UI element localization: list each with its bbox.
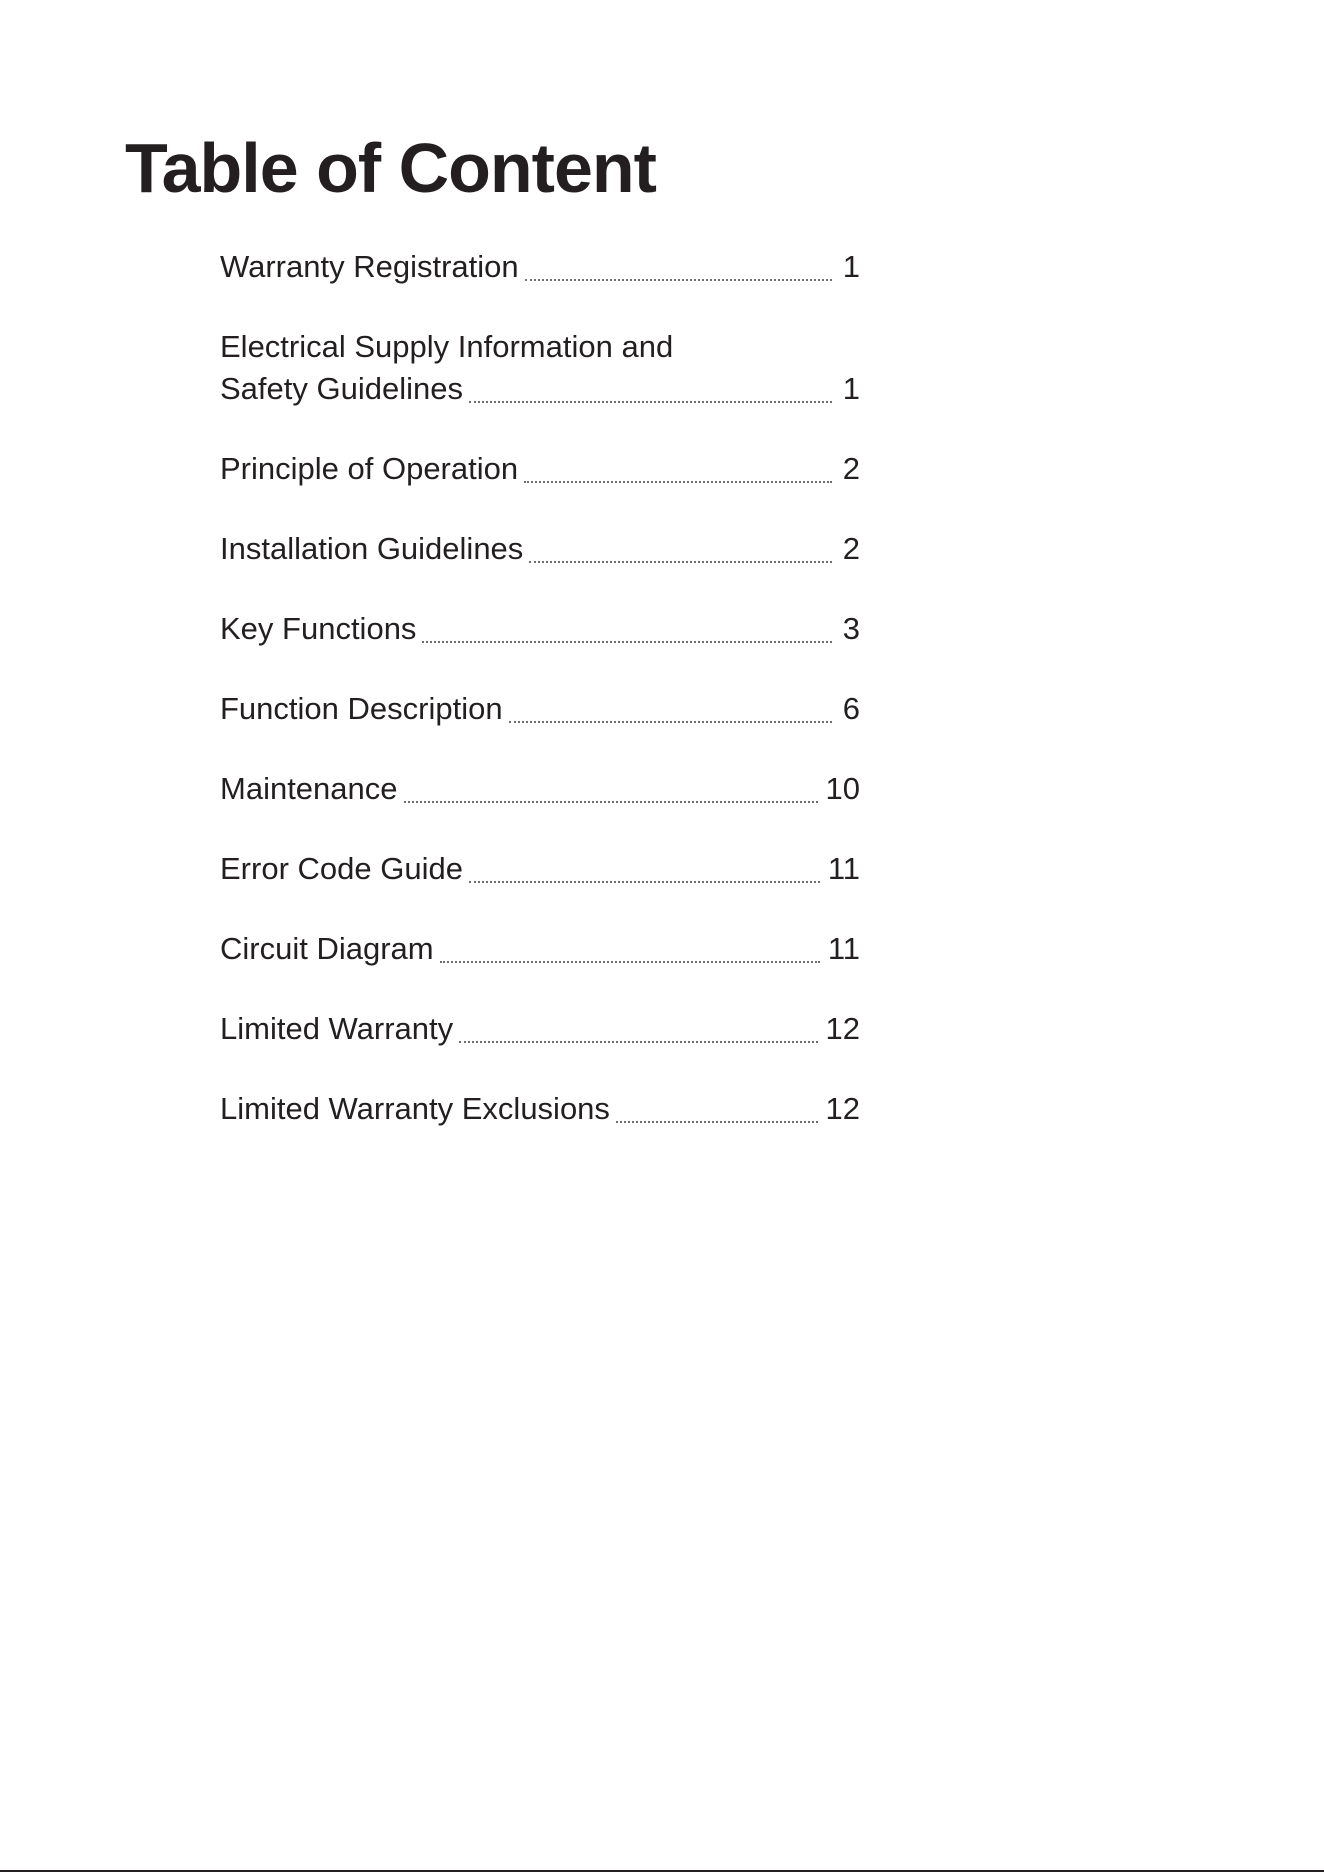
toc-line [220,608,860,650]
toc-line [220,246,860,288]
toc-line [220,768,860,810]
dot-leader [469,881,820,883]
toc-entry-circuit-diagram[interactable] [220,928,860,970]
dot-leader [469,401,832,403]
toc-line [220,368,860,410]
toc-entry-label: Error Code Guide [220,851,463,886]
toc-line [220,688,860,730]
toc-entry-function-description[interactable] [220,688,860,730]
toc-entry-limited-warranty-exclusions[interactable] [220,1088,860,1130]
toc-entry-label: Limited Warranty [220,1011,454,1046]
dot-leader [459,1041,817,1043]
dot-leader [525,279,832,281]
toc-entry-page-number: 12 [825,1011,860,1046]
toc-entry-page-number: 2 [842,451,860,486]
toc-entry-limited-warranty[interactable] [220,1008,860,1050]
dot-leader [440,961,820,963]
toc-line [220,848,860,890]
toc-entry-page-number: 2 [842,531,860,566]
toc-entry-page-number: 12 [825,1091,860,1126]
toc-entry-label: Limited Warranty Exclusions [220,1091,610,1126]
toc-line [220,928,860,970]
toc-entry-warranty-registration[interactable] [220,246,860,288]
toc-entry-installation-guidelines[interactable] [220,528,860,570]
toc-entry-label: Key Functions [220,611,417,646]
toc-entry-page-number: 3 [842,611,860,646]
toc-entry-principle-of-operation[interactable] [220,448,860,490]
toc-entry-error-code-guide[interactable] [220,848,860,890]
dot-leader [529,561,832,563]
toc-line [220,1088,860,1130]
dot-leader [404,801,818,803]
toc-entry-label: Warranty Registration [220,249,519,284]
dot-leader [422,641,832,643]
toc-entry-page-number: 1 [842,249,860,284]
toc-entry-page-number: 1 [842,371,860,406]
toc-entry-maintenance[interactable] [220,768,860,810]
toc-entry-page-number: 10 [825,771,860,806]
toc-entry-page-number: 6 [842,691,860,726]
toc-entry-label: Installation Guidelines [220,531,524,566]
toc-line [220,1008,860,1050]
toc-entry-label: Safety Guidelines [220,371,463,406]
toc-entry-electrical-supply[interactable] [220,326,860,410]
toc-entry-label: Circuit Diagram [220,931,434,966]
page-title: Table of Content [125,129,656,207]
dot-leader [616,1121,818,1123]
toc-entry-label-line1: Electrical Supply Information and [220,329,674,364]
dot-leader [524,481,832,483]
toc-entry-key-functions[interactable] [220,608,860,650]
toc-entry-page-number: 11 [827,851,860,886]
toc-line [220,448,860,490]
toc-entry-label: Principle of Operation [220,451,519,486]
toc-entry-page-number: 11 [827,931,860,966]
toc-list [220,246,860,1130]
toc-entry-label: Maintenance [220,771,398,806]
dot-leader [509,721,832,723]
toc-entry-label: Function Description [220,691,503,726]
toc-line [220,528,860,570]
